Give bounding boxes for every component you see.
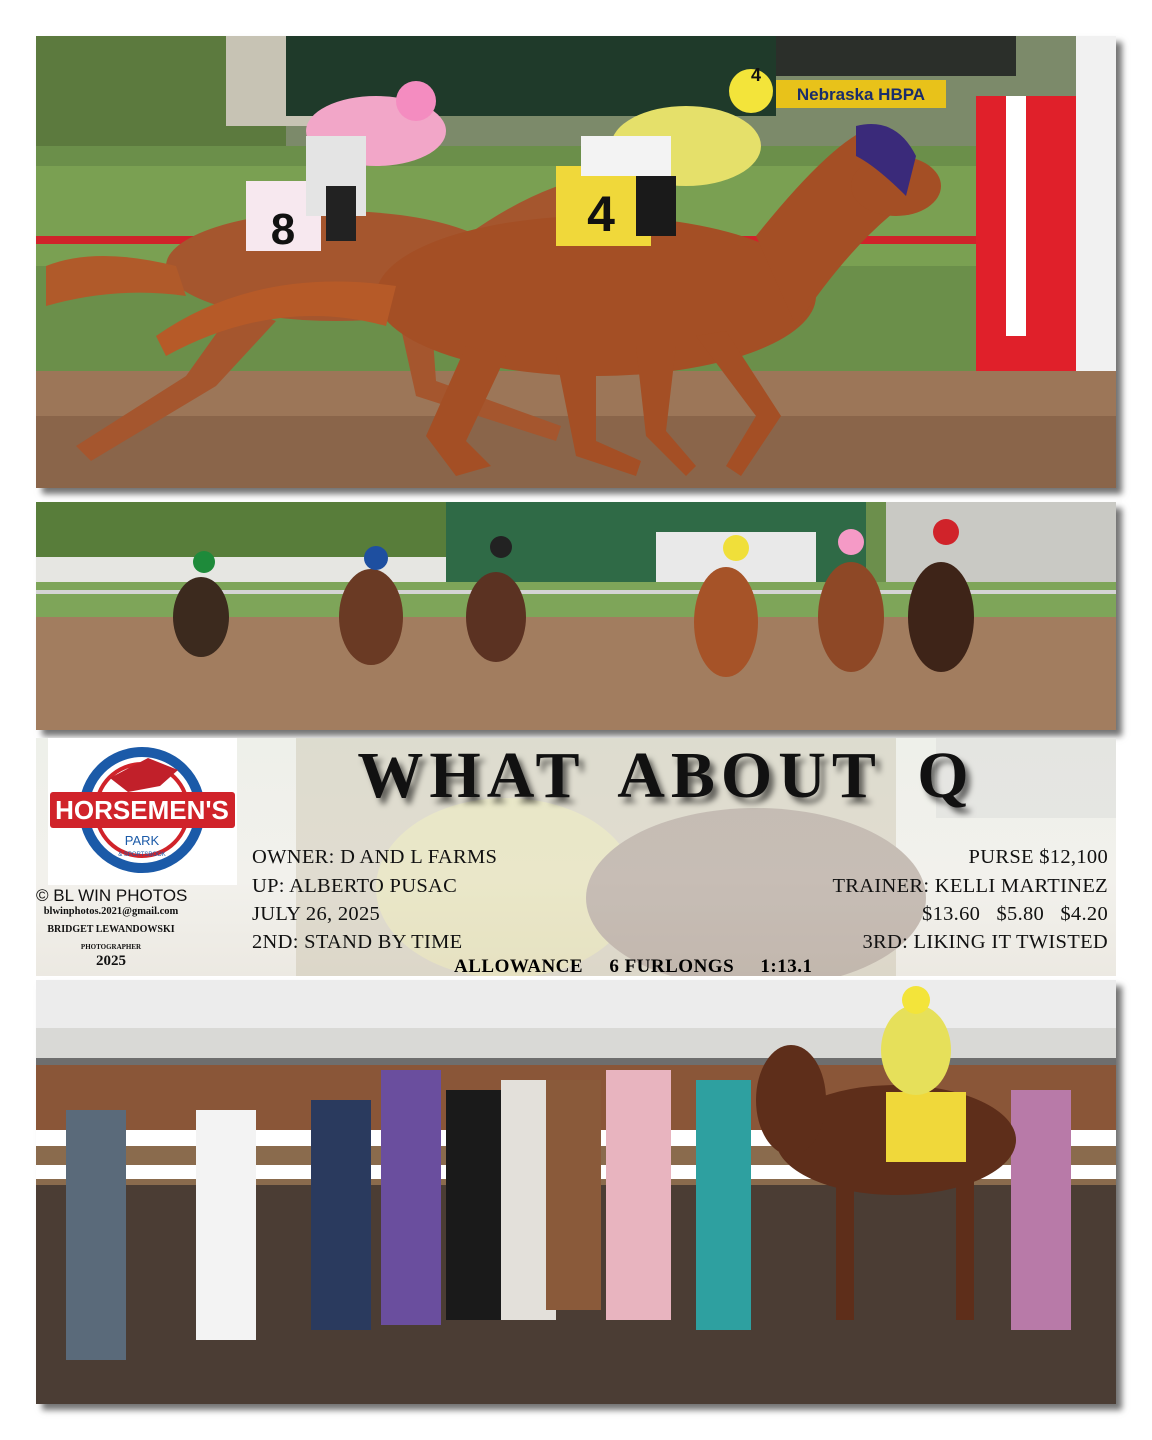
svg-text:HORSEMEN'S: HORSEMEN'S — [55, 795, 229, 825]
email-text: blwinphotos.2021@gmail.com — [43, 906, 179, 917]
third-place-text: 3RD: LIKING IT TWISTED — [862, 931, 1108, 953]
winner-saddle-cloth — [886, 1092, 966, 1162]
svg-text:4: 4 — [587, 186, 615, 242]
svg-text:8: 8 — [270, 205, 296, 254]
winning-horse-name: WHAT ABOUT Q — [357, 739, 975, 812]
race-info-band — [36, 738, 1116, 976]
horsemens-park-logo — [48, 738, 237, 885]
barn-roof — [36, 1028, 1116, 1058]
race-conditions: ALLOWANCE 6 FURLONGS 1:13.1 — [454, 956, 813, 976]
svg-text:Nebraska HBPA: Nebraska HBPA — [796, 85, 926, 104]
svg-text:PARK: PARK — [124, 833, 160, 848]
photo-year: 2025 — [96, 953, 126, 969]
owner-text: OWNER: D AND L FARMS — [252, 846, 498, 868]
trainer-text: TRAINER: KELLI MARTINEZ — [832, 875, 1108, 897]
purse-text: PURSE $12,100 — [968, 846, 1108, 868]
copyright-text: © BL WIN PHOTOS — [36, 886, 188, 905]
race-field-photo — [36, 502, 1116, 730]
winning-jockey — [881, 1005, 951, 1095]
race-date: JULY 26, 2025 — [252, 903, 381, 925]
second-place-text: 2ND: STAND BY TIME — [252, 931, 463, 953]
payouts-text: $13.60 $5.80 $4.20 — [922, 903, 1108, 925]
jockey-text: UP: ALBERTO PUSAC — [252, 875, 458, 897]
photographer-title: PHOTOGRAPHER — [80, 943, 142, 951]
finish-photo — [36, 36, 1116, 488]
winners-circle-photo — [36, 980, 1116, 1404]
svg-text:4: 4 — [750, 65, 762, 85]
photographer-name: BRIDGET LEWANDOWSKI — [47, 924, 175, 935]
svg-text:& SPORTSBOOK: & SPORTSBOOK — [118, 852, 166, 858]
